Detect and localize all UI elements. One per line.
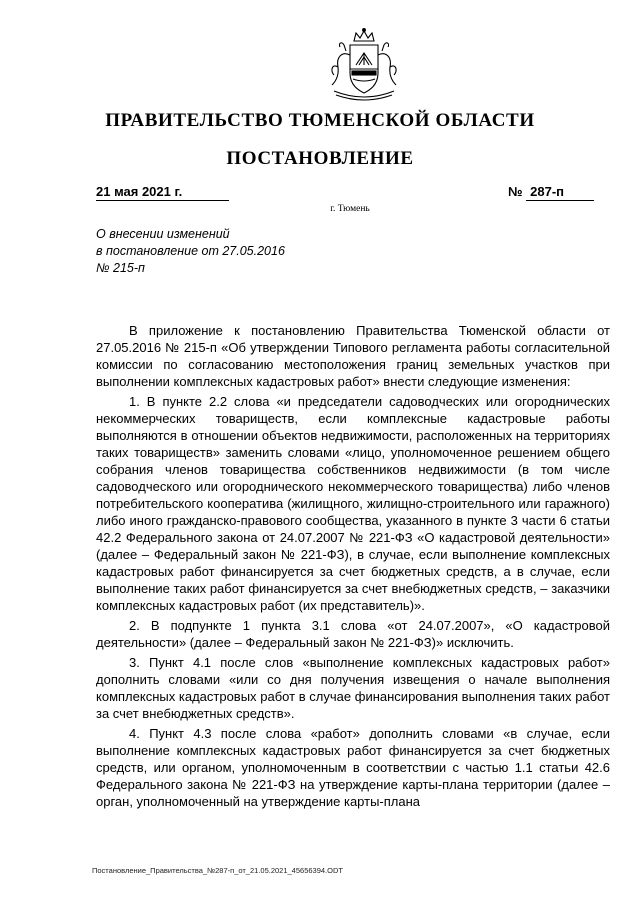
body-paragraph: 2. В подпункте 1 пункта 3.1 слова «от 24.07.2007», «О кадастровой деятельности» (далее – Федеральный закон № 221-ФЗ)» исключить. (96, 618, 610, 650)
body-paragraph: 4. Пункт 4.3 после слова «работ» дополнить словами «в случае, если выполнение комплексных кадастровых работ финансируется за счет бюджетных средств, или органом, уполномоченным в соответствии с частью 1.1 статьи 42.6 Федерального закона № 221-ФЗ на утверждение карты-плана территории (далее – орган, уполномоченный на утверждение карты-плана (96, 726, 610, 809)
number-sign: № (508, 184, 523, 199)
subject-line: № 215-п (96, 261, 145, 275)
subject-line: в постановление от 27.05.2016 (96, 244, 285, 258)
body-paragraph: 1. В пункте 2.2 слова «и председатели садоводческих или огороднических некоммерческих товариществ, если комплексные кадастровые работы выполняются в отношении объектов недвижимости, расположенных на территориях таких товариществ» заменить словами «лицо, уполномоченное решением общего собрания членов товарищества собственников недвижимости (в том числе садоводческого или огороднического некоммерческого товарищества) либо членов потребительского кооператива (жилищного, жилищно-строительного или гаражного) либо иного гражданско-правового сообщества, указанного в пункте 3 части 6 статьи 42.2 Федерального закона от 24.07.2007 № 221-ФЗ «О кадастровой деятельности» (далее – Федеральный закон № 221-ФЗ), в случае, если выполнение комплексных кадастровых работ финансируется за счет бюджетных средств, а в случае, если выполнение таких работ финансируется за счет внебюджетных средств, – заказчики комплексных кадастровых работ (их представитель)». (96, 394, 610, 613)
coat-of-arms-emblem (326, 27, 402, 105)
document-number (508, 184, 604, 201)
document-date: 21 мая 2021 г. (96, 184, 229, 201)
number-value: 287-п (526, 184, 594, 201)
document-subject (96, 226, 285, 277)
footer-filename: Постановление_Правительства_№287-п_от_21.05.2021_45656394.ODT (92, 866, 343, 875)
document-body (96, 322, 610, 810)
government-title: ПРАВИТЕЛЬСТВО ТЮМЕНСКОЙ ОБЛАСТИ (105, 110, 535, 131)
subject-line: О внесении изменений (96, 227, 230, 241)
document-type: ПОСТАНОВЛЕНИЕ (226, 148, 414, 169)
body-paragraph: 3. Пункт 4.1 после слов «выполнение комплексных кадастровых работ» дополнить словами «или со дня получения извещения о начале выполнения комплексных кадастровых работ в случае финансирования выполнения таких работ за счет внебюджетных средств». (96, 655, 610, 721)
city-label: г. Тюмень (330, 204, 370, 214)
body-paragraph: В приложение к постановлению Правительства Тюменской области от 27.05.2016 № 215-п «Об утверждении Типового регламента работы согласительной комиссии по согласованию местоположения границ земельных участков при выполнении комплексных кадастровых работ» внести следующие изменения: (96, 323, 610, 389)
